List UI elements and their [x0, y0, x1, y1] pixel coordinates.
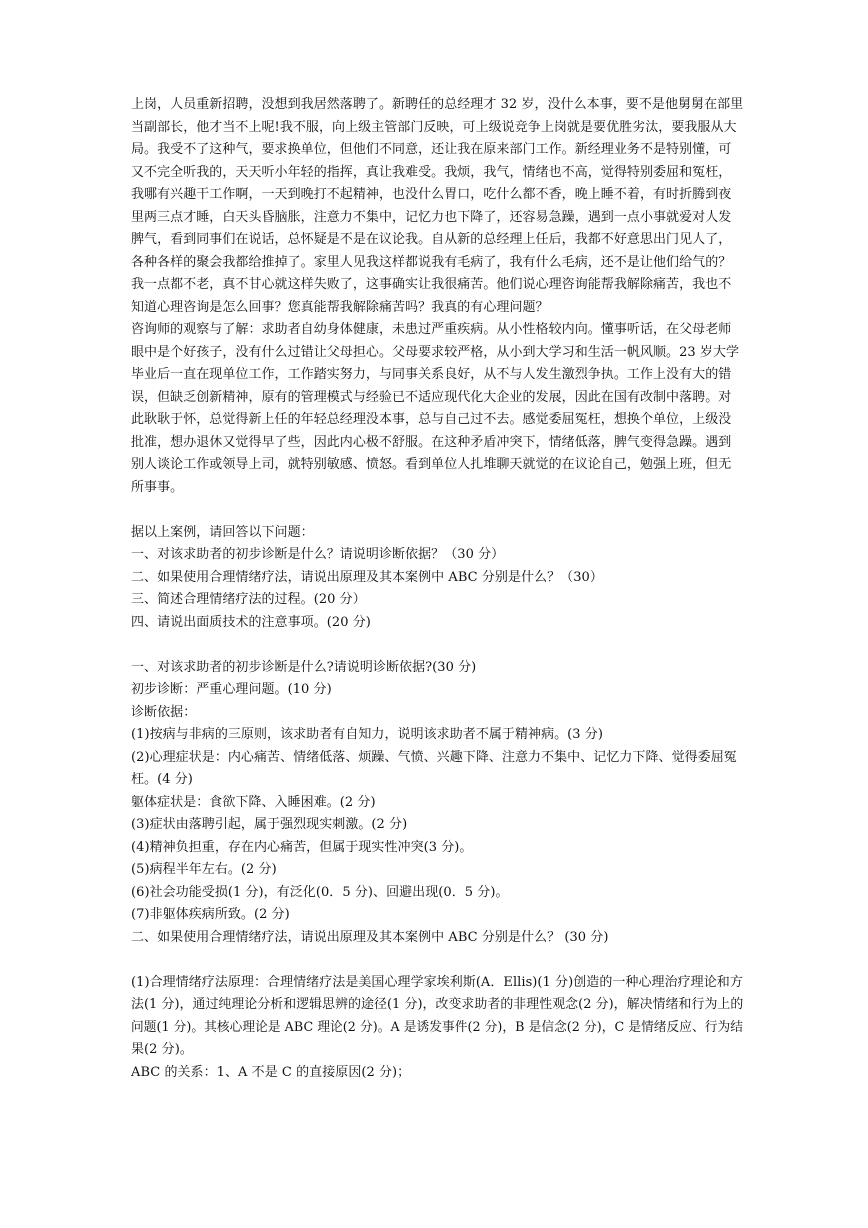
text-line: 误，但缺乏创新精神，原有的管理模式与经验已不适应现代化大企业的发展，因此在国有改制中落聘。对: [131, 389, 732, 405]
text-line: (7)非躯体疾病所致。(2 分): [131, 907, 290, 922]
questions-intro: 据以上案例，请回答以下问题：: [131, 524, 314, 540]
text-line: 别人谈论工作或领导上司，就特别敏感、愤怒。看到单位人扎堆聊天就觉的在议论自己，勉强上班，但无: [131, 457, 732, 472]
question-item: 二、如果使用合理情绪疗法，请说出原理及其本案例中 ABC 分别是什么？（30）: [131, 569, 603, 585]
question-item: 三、简述合理情绪疗法的过程。(20 分）: [131, 592, 366, 607]
questions-section: [131, 522, 743, 635]
text-line: (1)按病与非病的三原则，该求助者有自知力，说明该求助者不属于精神病。(3 分): [131, 727, 603, 742]
counselor-observation-paragraph: [131, 319, 743, 499]
text-line: 法(1 分)，通过纯理论分析和逻辑思辨的途径(1 分)，改变求助者的非理性观念(2 分)，解决情绪和行为上的: [131, 997, 744, 1012]
blank-line: [131, 949, 743, 972]
case-story-paragraph: [131, 94, 743, 319]
text-line: (6)社会功能受损(1 分)，有泛化(0．5 分)、回避出现(0．5 分)。: [131, 884, 509, 900]
answer-heading: 一、对该求助者的初步诊断是什么?请说明诊断依据?(30 分): [131, 659, 477, 675]
answer-one-section: [131, 657, 743, 950]
question-item: 四、请说出面质技术的注意事项。(20 分): [131, 614, 371, 630]
text-line: 躯体症状是：食欲下降、入睡困难。(2 分): [131, 794, 376, 810]
text-line: 脾气，看到同事们在说话，总怀疑是不是在议论我。自从新的总经理上任后，我都不好意思出门见人了，: [131, 232, 732, 247]
text-line: 批准，想办退休又觉得早了些，因此内心极不舒服。在这种矛盾冲突下，情绪低落，脾气变得急躁。遇到: [131, 434, 732, 450]
answer-two-section: [131, 972, 743, 1085]
text-line: 我哪有兴趣干工作啊，一天到晚打不起精神，也没什么胃口，吃什么都不香，晚上睡不着，有时折腾到夜: [131, 187, 732, 202]
text-line: 当副部长，他才当不上呢!我不服，向上级主管部门反映，可上级说竞争上岗就是要优胜劣汰，要我服从大: [131, 119, 737, 135]
text-line: (4)精神负担重，存在内心痛苦，但属于现实性冲突(3 分)。: [131, 839, 473, 855]
text-line: 我一点都不老，真不甘心就这样失败了，这事确实让我很痛苦。他们说心理咨询能帮我解除痛苦，我也不: [131, 277, 732, 292]
blank-line: [131, 634, 743, 657]
text-line: 上岗，人员重新招聘，没想到我居然落聘了。新聘任的总经理才 32 岁，没什么本事，要不是他舅舅在部里: [131, 97, 744, 112]
text-line: 毕业后一直在现单位工作，工作踏实努力，与同事关系良好，从不与人发生激烈争执。工作上没有大的错: [131, 367, 732, 382]
question-item: 一、对该求助者的初步诊断是什么？请说明诊断依据？（30 分）: [131, 547, 505, 562]
document-page: [131, 94, 743, 1084]
answer-heading: 二、如果使用合理情绪疗法，请说出原理及其本案例中 ABC 分别是什么？ (30 分): [131, 929, 609, 945]
text-line: 诊断依据：: [131, 704, 197, 720]
text-line: 果(2 分)。: [131, 1042, 193, 1057]
text-line: 又不完全听我的，天天听小年轻的指挥，真让我难受。我烦，我气，情绪也不高，觉得特别委屈和冤枉，: [131, 164, 732, 180]
text-line: 局。我受不了这种气，要求换单位，但他们不同意，还让我在原来部门工作。新经理业务不是特别懂，可: [131, 142, 732, 157]
text-line: 枉。(4 分): [131, 772, 193, 787]
text-line: 初步诊断：严重心理问题。(10 分): [131, 682, 332, 697]
text-line: (1)合理情绪疗法原理：合理情绪疗法是美国心理学家埃利斯(A．Ellis)(1 分)创造的一种心理治疗理论和方: [131, 974, 743, 990]
text-line: (2)心理症状是：内心痛苦、情绪低落、烦躁、气愤、兴趣下降、注意力不集中、记忆力下降、觉得委屈冤: [131, 749, 737, 765]
text-line: 知道心理咨询是怎么回事？您真能帮我解除痛苦吗？我真的有心理问题？: [131, 299, 549, 315]
text-line: 眼中是个好孩子，没有什么过错让父母担心。父母要求较严格，从小到大学习和生活一帆风顺。23 岁大学: [131, 344, 740, 360]
text-line: (5)病程半年左右。(2 分): [131, 862, 277, 877]
text-line: 问题(1 分)。其核心理论是 ABC 理论(2 分)。A 是诱发事件(2 分)，B 是信念(2 分)，C 是情绪反应、行为结: [131, 1019, 743, 1035]
blank-line: [131, 499, 743, 522]
text-line: (3)症状由落聘引起，属于强烈现实刺激。(2 分): [131, 817, 408, 832]
text-line: 里两三点才睡，白天头昏脑胀，注意力不集中，记忆力也下降了，还容易急躁，遇到一点小事就爱对人发: [131, 209, 732, 225]
text-line: ABC 的关系：1、A 不是 C 的直接原因(2 分)；: [131, 1064, 411, 1080]
text-line: 咨询师的观察与了解：求助者自幼身体健康，未患过严重疾病。从小性格较内向。懂事听话，在父母老师: [131, 322, 732, 337]
text-line: 此耿耿于怀，总觉得新上任的年轻总经理没本事，总与自己过不去。感觉委屈冤枉，想换个单位，上级没: [131, 412, 732, 427]
text-line: 各种各样的聚会我都给推掉了。家里人见我这样都说我有毛病了，我有什么毛病，还不是让他们给气的？: [131, 254, 732, 270]
text-line: 所事事。: [131, 479, 184, 495]
